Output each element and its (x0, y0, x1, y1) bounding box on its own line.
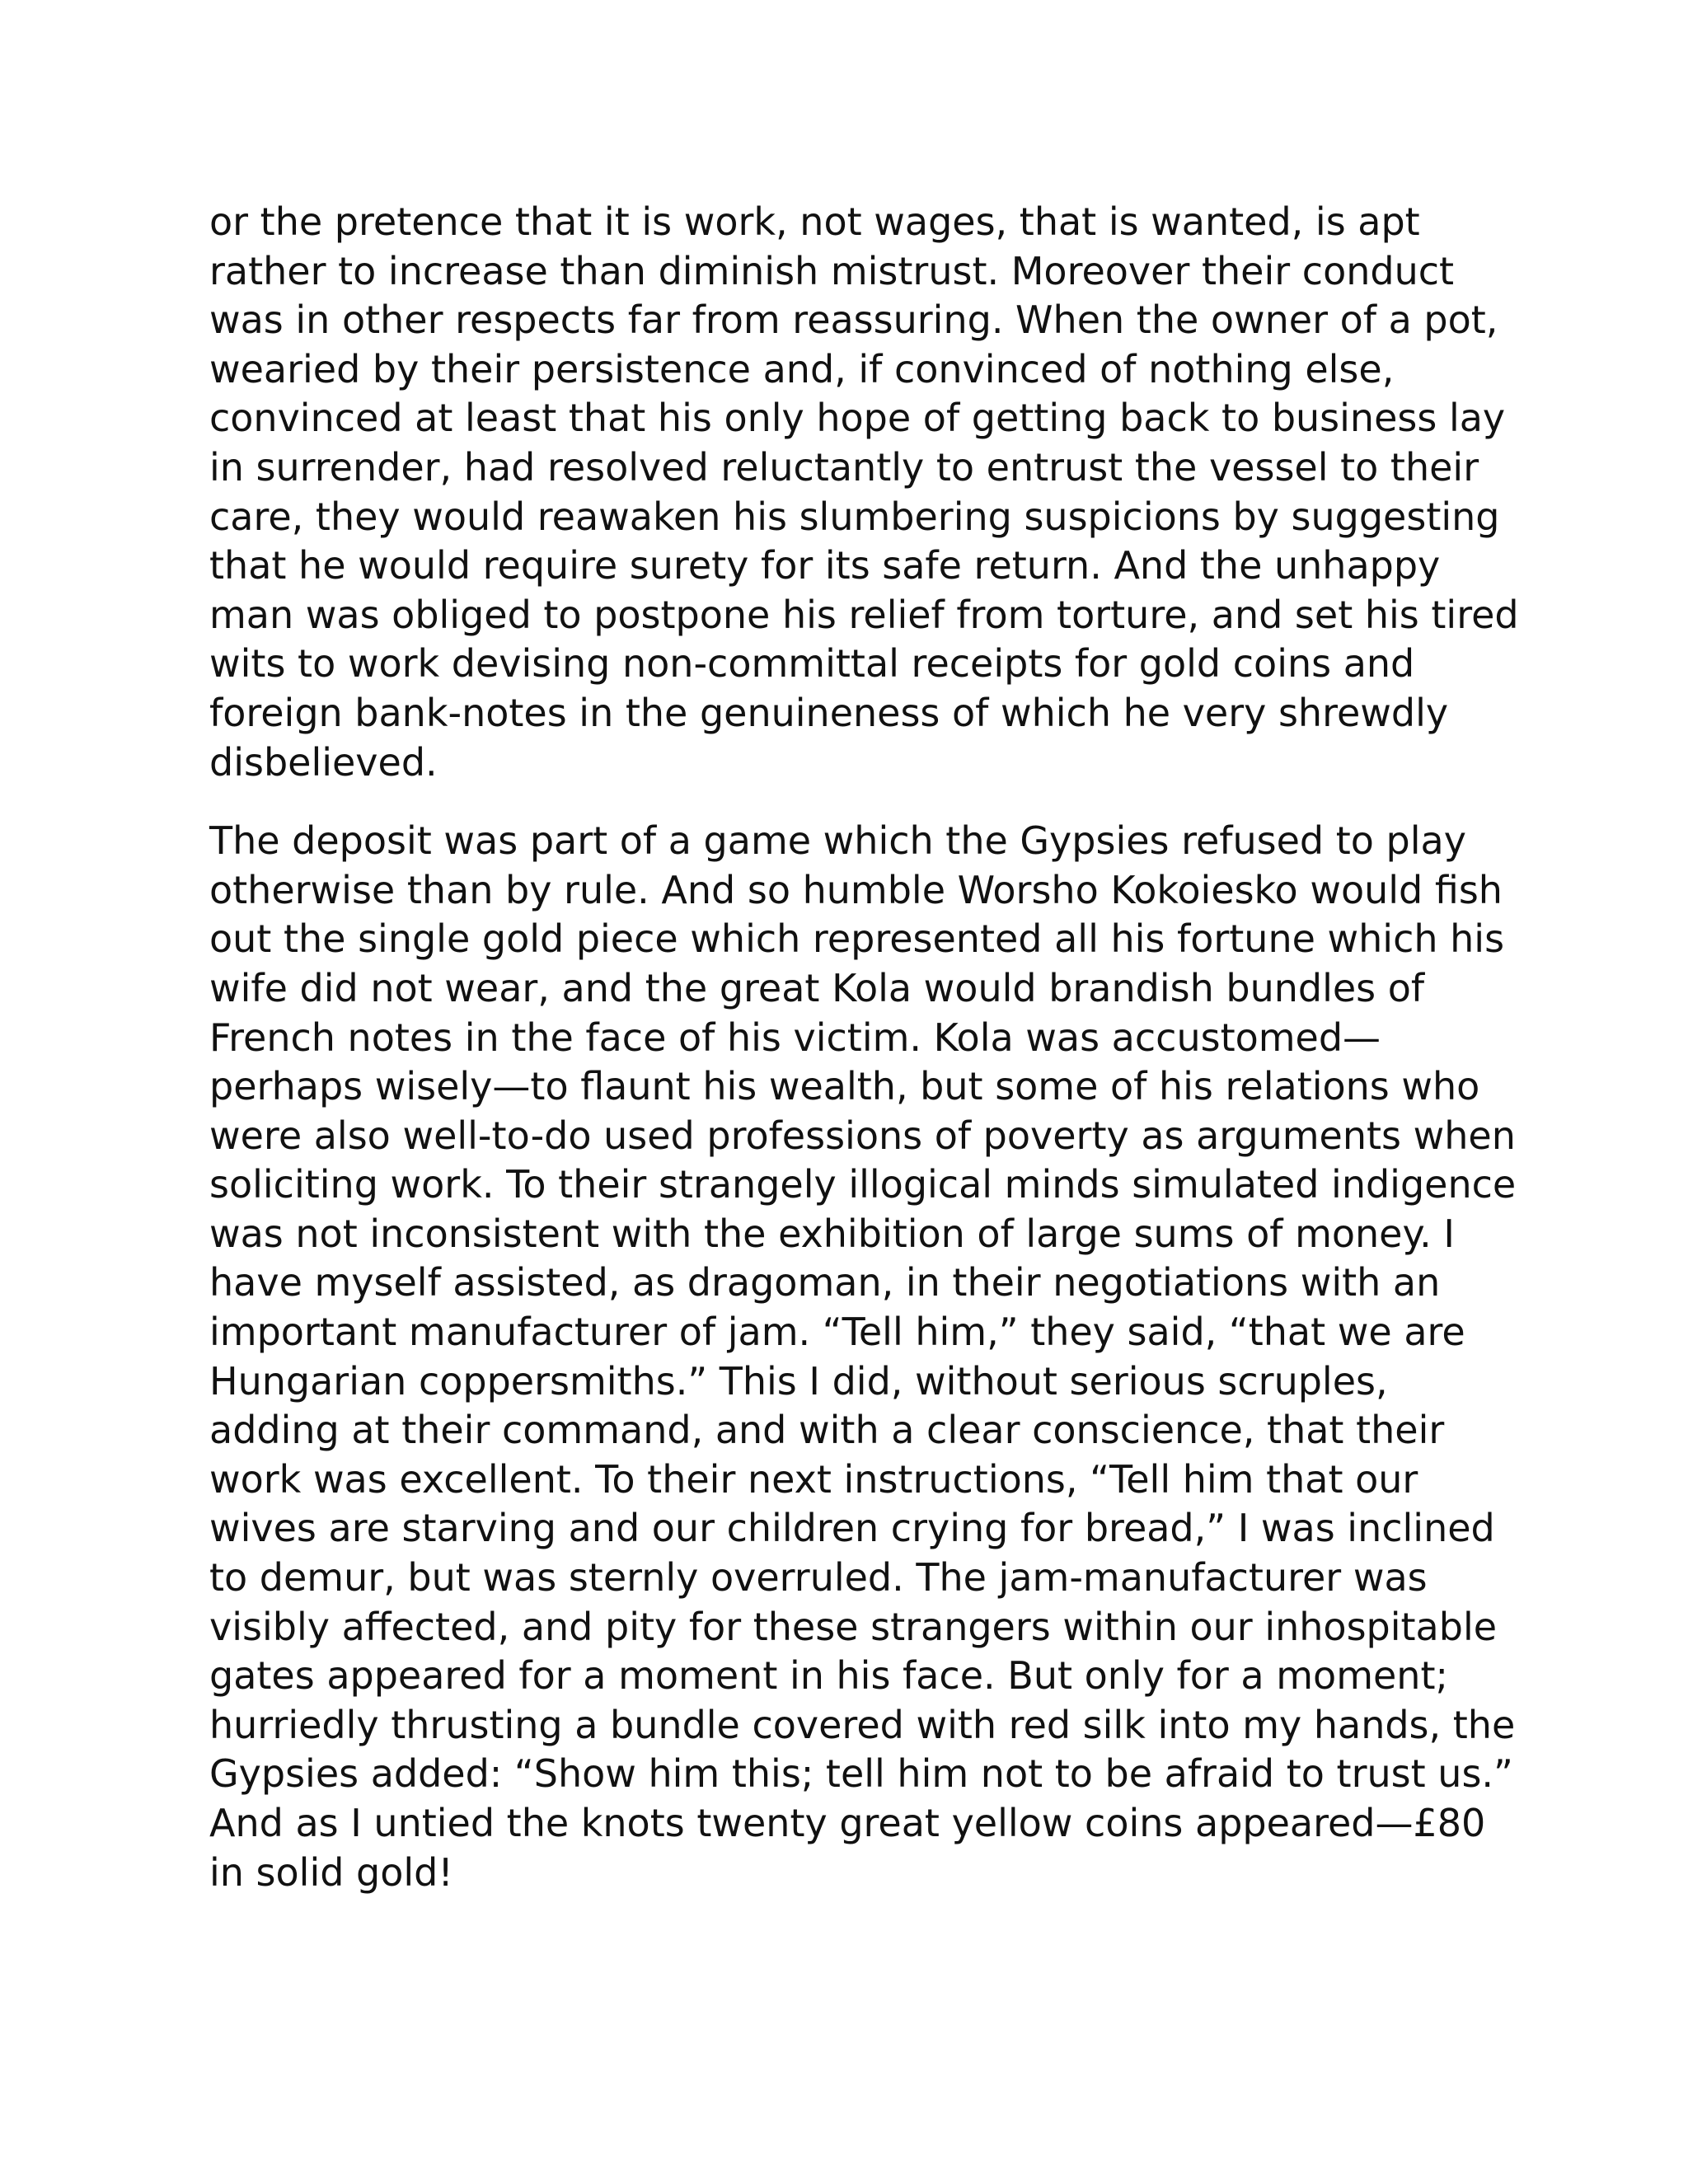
text-line: in surrender, had resolved reluctantly to entrust the vessel to their (209, 444, 1479, 490)
paragraph-2 (209, 817, 1517, 1897)
text-line: French notes in the face of his victim. Kola was accustomed— (209, 1015, 1381, 1060)
text-line: wits to work devising non-committal receipts for gold coins and (209, 641, 1415, 687)
text-line: was not inconsistent with the exhibition of large sums of money. I (209, 1211, 1455, 1256)
text-line: that he would require surety for its safe return. And the unhappy (209, 543, 1441, 588)
text-line: were also well-to-do used professions of poverty as arguments when (209, 1113, 1516, 1158)
text-line: Gypsies added: “Show him this; tell him not to be afraid to trust us.” (209, 1751, 1513, 1797)
text-line: or the pretence that it is work, not wages, that is wanted, is apt (209, 199, 1420, 244)
text-line: otherwise than by rule. And so humble Worsho Kokoiesko would fish (209, 867, 1503, 912)
text-line: hurriedly thrusting a bundle covered with red silk into my hands, the (209, 1702, 1516, 1747)
text-line: convinced at least that his only hope of getting back to business lay (209, 396, 1506, 441)
text-line: work was excellent. To their next instructions, “Tell him that our (209, 1456, 1418, 1502)
text-line: to demur, but was sternly overruled. The jam-manufacturer was (209, 1555, 1428, 1601)
text-line: have myself assisted, as dragoman, in their negotiations with an (209, 1260, 1441, 1305)
text-line: adding at their command, and with a clear conscience, that their (209, 1408, 1445, 1453)
text-line: visibly affected, and pity for these strangers within our inhospitable (209, 1604, 1498, 1649)
text-line: wife did not wear, and the great Kola would brandish bundles of (209, 965, 1425, 1010)
text-line: wearied by their persistence and, if convinced of nothing else, (209, 346, 1395, 391)
paragraph-1 (209, 198, 1519, 787)
text-line: The deposit was part of a game which the Gypsies refused to play (209, 818, 1466, 864)
text-line: disbelieved. (209, 739, 438, 785)
text-line: foreign bank-notes in the genuineness of which he very shrewdly (209, 690, 1449, 735)
text-line: Hungarian coppersmiths.” This I did, without serious scruples, (209, 1358, 1388, 1404)
text-line: out the single gold piece which represented all his fortune which his (209, 916, 1505, 962)
text-line: care, they would reawaken his slumbering suspicions by suggesting (209, 494, 1500, 539)
text-line: soliciting work. To their strangely illogical minds simulated indigence (209, 1162, 1517, 1207)
text-line: rather to increase than diminish mistrust. Moreover their conduct (209, 248, 1455, 293)
text-line: wives are starving and our children crying for bread,” I was inclined (209, 1506, 1495, 1551)
text-line: important manufacturer of jam. “Tell him,” they said, “that we are (209, 1310, 1465, 1355)
text-line: gates appeared for a moment in his face. But only for a moment; (209, 1653, 1448, 1699)
text-line: And as I untied the knots twenty great yellow coins appeared—£80 (209, 1801, 1486, 1845)
text-line: perhaps wisely—to flaunt his wealth, but some of his relations who (209, 1064, 1480, 1109)
text-line: man was obliged to postpone his relief from torture, and set his tired (209, 592, 1519, 637)
body-text (209, 198, 1519, 1897)
text-line: in solid gold! (209, 1849, 453, 1895)
text-line: was in other respects far from reassuring. When the owner of a pot, (209, 298, 1498, 343)
